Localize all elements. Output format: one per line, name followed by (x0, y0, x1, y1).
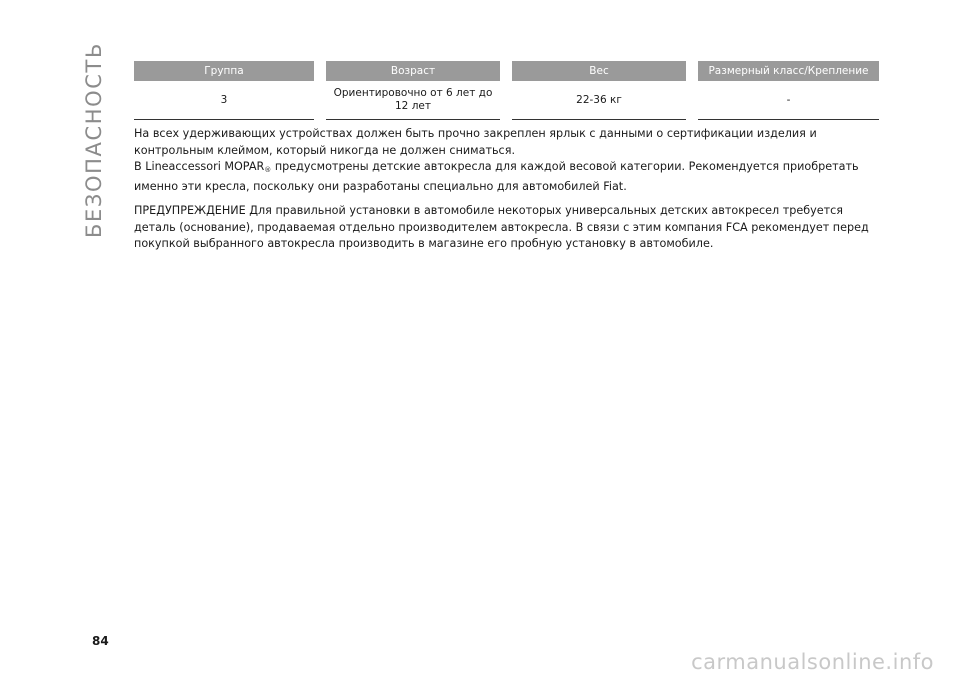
cell-group: 3 (134, 81, 314, 120)
mopar-text-end: предусмотрены детские автокресла для каждой весовой категории. Рекомендуется приобретать именно эти кресла, поскольку они разработаны специально для автомобилей Fiat. (134, 160, 859, 193)
child-seat-table (134, 61, 879, 120)
section-title-text: БЕЗОПАСНОСТЬ (82, 42, 106, 238)
table-header-row (134, 61, 879, 81)
warning-paragraph: ПРЕДУПРЕЖДЕНИЕ Для правильной установки в автомобиле некоторых универсальных детских автокресел требуется деталь (основание), продаваемая отдельно производителем автокресла. В связи с этим компания FCA рекомендует перед покупкой выбранного автокресла производить в магазине его пробную установку в автомобиле. (134, 204, 869, 250)
header-size-class: Размерный класс/Крепление (698, 61, 879, 81)
mopar-text-start: В Lineaccessori MOPAR (134, 160, 265, 173)
registered-mark: ® (264, 166, 272, 174)
table-row (134, 81, 879, 120)
section-title (76, 42, 112, 238)
header-age: Возраст (326, 61, 500, 81)
paragraph-mopar (134, 159, 880, 195)
paragraph-label-info: На всех удерживающих устройствах должен быть прочно закреплен ярлык с данными о сертификации изделия и контрольным клеймом, который никогда не должен сниматься. (134, 127, 817, 157)
cell-weight: 22-36 кг (512, 81, 686, 120)
body-text (134, 126, 880, 253)
watermark: carmanualsonline.info (691, 650, 934, 674)
page-number: 84 (92, 634, 109, 648)
header-weight: Вес (512, 61, 686, 81)
cell-age: Ориентировочно от 6 лет до 12 лет (326, 81, 500, 120)
header-group: Группа (134, 61, 314, 81)
cell-size-class: - (698, 81, 879, 120)
